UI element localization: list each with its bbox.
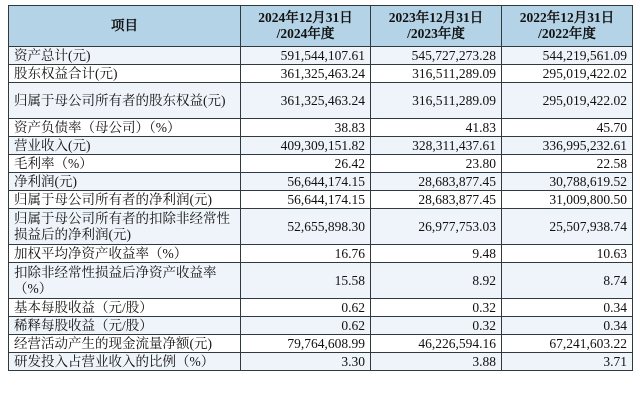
table-row	[9, 191, 633, 209]
table-row	[9, 263, 633, 299]
row-label: 资产负债率（母公司）（%）	[9, 119, 241, 137]
table-row	[9, 335, 633, 353]
table-header-row	[9, 6, 633, 47]
table-row	[9, 317, 633, 335]
table-row	[9, 209, 633, 245]
row-label: 归属于母公司所有者的扣除非经常性损益后的净利润(元)	[9, 209, 241, 245]
table-row	[9, 299, 633, 317]
header-2024: 2024年12月31日 /2024年度	[241, 6, 371, 47]
row-label: 股东权益合计(元)	[9, 65, 241, 83]
cell-2023: 545,727,273.28	[371, 47, 502, 65]
cell-2024: 409,309,151.82	[241, 137, 371, 155]
header-item: 项目	[9, 6, 241, 47]
table-row	[9, 83, 633, 119]
row-label: 研发投入占营业收入的比例（%）	[9, 353, 241, 371]
cell-2023: 46,226,594.16	[371, 335, 502, 353]
table-row	[9, 47, 633, 65]
cell-2022: 25,507,938.74	[502, 209, 633, 245]
cell-2022: 0.34	[502, 317, 633, 335]
cell-2024: 26.42	[241, 155, 371, 173]
row-label: 净利润(元)	[9, 173, 241, 191]
cell-2023: 0.32	[371, 299, 502, 317]
table-row	[9, 65, 633, 83]
cell-2024: 79,764,608.99	[241, 335, 371, 353]
row-label: 毛利率（%）	[9, 155, 241, 173]
cell-2024: 16.76	[241, 245, 371, 263]
row-label: 营业收入(元)	[9, 137, 241, 155]
header-2023: 2023年12月31日 /2023年度	[371, 6, 502, 47]
cell-2022: 336,995,232.61	[502, 137, 633, 155]
cell-2022: 45.70	[502, 119, 633, 137]
cell-2023: 9.48	[371, 245, 502, 263]
cell-2023: 26,977,753.03	[371, 209, 502, 245]
table-row	[9, 119, 633, 137]
cell-2022: 295,019,422.02	[502, 65, 633, 83]
cell-2022: 8.74	[502, 263, 633, 299]
cell-2022: 10.63	[502, 245, 633, 263]
cell-2024: 38.83	[241, 119, 371, 137]
row-label: 扣除非经常性损益后净资产收益率（%）	[9, 263, 241, 299]
cell-2024: 591,544,107.61	[241, 47, 371, 65]
table-row	[9, 173, 633, 191]
cell-2024: 3.30	[241, 353, 371, 371]
row-label: 归属于母公司所有者的股东权益(元)	[9, 83, 241, 119]
cell-2022: 67,241,603.22	[502, 335, 633, 353]
cell-2024: 361,325,463.24	[241, 65, 371, 83]
cell-2023: 316,511,289.09	[371, 65, 502, 83]
cell-2024: 0.62	[241, 317, 371, 335]
cell-2024: 361,325,463.24	[241, 83, 371, 119]
cell-2024: 56,644,174.15	[241, 173, 371, 191]
row-label: 经营活动产生的现金流量净额(元)	[9, 335, 241, 353]
table-row	[9, 353, 633, 371]
row-label: 基本每股收益（元/股）	[9, 299, 241, 317]
cell-2022: 544,219,561.09	[502, 47, 633, 65]
cell-2023: 0.32	[371, 317, 502, 335]
row-label: 加权平均净资产收益率（%）	[9, 245, 241, 263]
cell-2022: 295,019,422.02	[502, 83, 633, 119]
cell-2022: 3.71	[502, 353, 633, 371]
cell-2024: 0.62	[241, 299, 371, 317]
cell-2022: 30,788,619.52	[502, 173, 633, 191]
table-row	[9, 245, 633, 263]
cell-2024: 56,644,174.15	[241, 191, 371, 209]
row-label: 资产总计(元)	[9, 47, 241, 65]
cell-2023: 3.88	[371, 353, 502, 371]
cell-2023: 8.92	[371, 263, 502, 299]
cell-2022: 22.58	[502, 155, 633, 173]
financial-summary-table	[8, 5, 633, 371]
cell-2023: 328,311,437.61	[371, 137, 502, 155]
financial-table-container	[8, 5, 632, 371]
table-row	[9, 137, 633, 155]
cell-2023: 28,683,877.45	[371, 191, 502, 209]
header-2022: 2022年12月31日 /2022年度	[502, 6, 633, 47]
cell-2024: 15.58	[241, 263, 371, 299]
cell-2022: 0.34	[502, 299, 633, 317]
row-label: 归属于母公司所有者的净利润(元)	[9, 191, 241, 209]
cell-2023: 23.80	[371, 155, 502, 173]
cell-2024: 52,655,898.30	[241, 209, 371, 245]
cell-2023: 316,511,289.09	[371, 83, 502, 119]
table-row	[9, 155, 633, 173]
cell-2023: 28,683,877.45	[371, 173, 502, 191]
row-label: 稀释每股收益（元/股）	[9, 317, 241, 335]
cell-2022: 31,009,800.50	[502, 191, 633, 209]
cell-2023: 41.83	[371, 119, 502, 137]
